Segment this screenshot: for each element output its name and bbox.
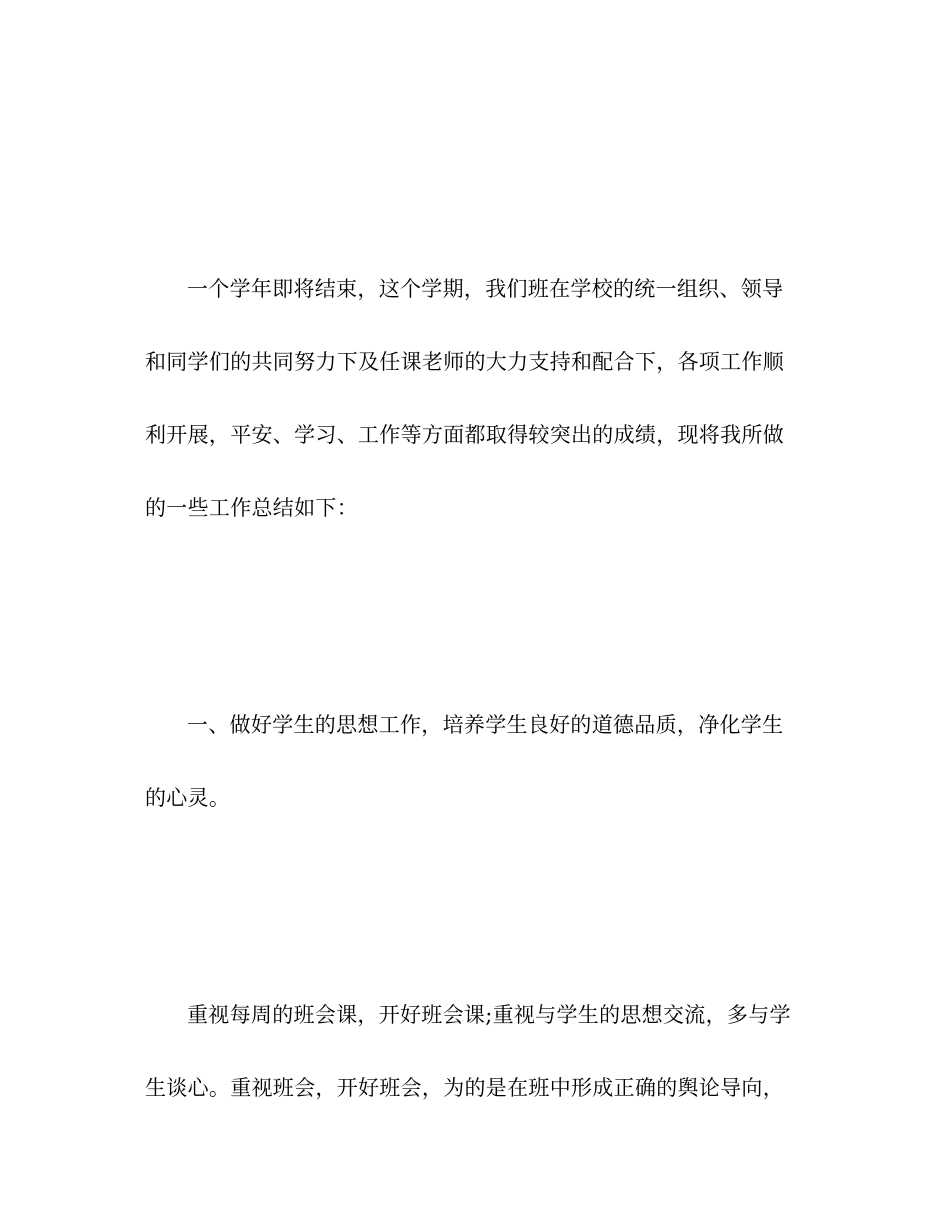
paragraph-1-line-2: 和同学们的共同努力下及任课老师的大力支持和配合下，各项工作顺 [145,350,784,374]
paragraph-2-line-1: 一、做好学生的思想工作，培养学生良好的道德品质，净化学生 [187,713,784,737]
paragraph-1-line-1: 一个学年即将结束，这个学期，我们班在学校的统一组织、领导 [187,277,784,301]
paragraph-2-line-2: 的心灵。 [145,786,231,810]
paragraph-3-line-2: 生谈心。重视班会，开好班会，为的是在班中形成正确的舆论导向， [145,1076,784,1100]
paragraph-1-line-4: 的一些工作总结如下： [145,496,358,520]
paragraph-3-line-1: 重视每周的班会课，开好班会课;重视与学生的思想交流，多与学 [187,1003,791,1027]
paragraph-1-line-3: 利开展，平安、学习、工作等方面都取得较突出的成绩，现将我所做 [145,423,784,447]
